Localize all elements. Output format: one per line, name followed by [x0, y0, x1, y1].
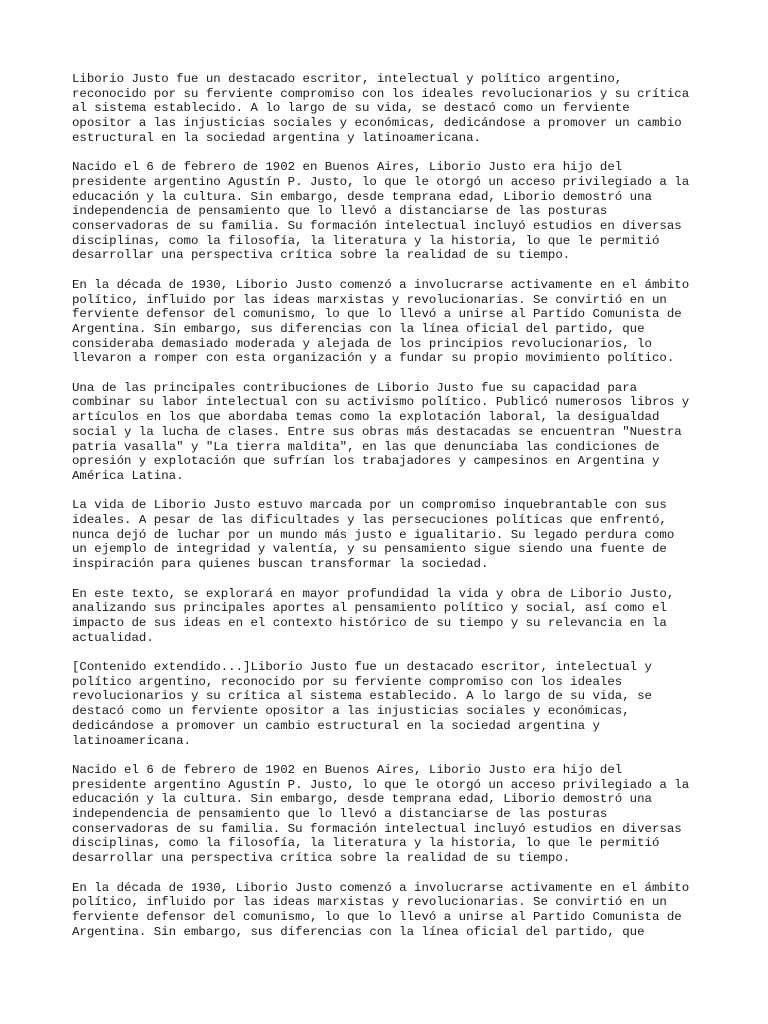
paragraph-8: Nacido el 6 de febrero de 1902 en Buenos Aires, Liborio Justo era hijo del presidente argentino Agustín P. Justo, lo que le otorgó un acceso privilegiado a la educación y la cultura. Sin embargo, desde temprana edad, Liborio demostró una independencia de pensamiento que lo llevó a distanciarse de las posturas conservadoras de su familia. Su formación intelectual incluyó estudios en diversas disciplinas, como la filosofía, la literatura y la historia, lo que le permitió desarrollar una perspectiva crítica sobre la realidad de su tiempo.	[72, 762, 690, 866]
paragraph-3: En la década de 1930, Liborio Justo comenzó a involucrarse activamente en el ámbito político, influido por las ideas marxistas y revolucionarias. Se convirtió en un ferviente defensor del comunismo, lo que lo llevó a unirse al Partido Comunista de Argentina. Sin embargo, sus diferencias con la línea oficial del partido, que consideraba demasiado moderada y alejada de los principios revolucionarios, lo llevaron a romper con esta organización y a fundar su propio movimiento político.	[72, 277, 690, 366]
paragraph-6: En este texto, se explorará en mayor profundidad la vida y obra de Liborio Justo, analizando sus principales aportes al pensamiento político y social, así como el impacto de sus ideas en el contexto histórico de su tiempo y su relevancia en la actualidad.	[72, 586, 675, 645]
paragraph-7: [Contenido extendido...]Liborio Justo fue un destacado escritor, intelectual y político argentino, reconocido por su ferviente compromiso con los ideales revolucionarios y su crítica al sistema establecido. A lo largo de su vida, se destacó como un ferviente opositor a las injusticias sociales y económicas, dedicándose a promover un cambio estructural en la sociedad argentina y latinoamericana.	[72, 660, 652, 748]
paragraph-2: Nacido el 6 de febrero de 1902 en Buenos Aires, Liborio Justo era hijo del presidente argentino Agustín P. Justo, lo que le otorgó un acceso privilegiado a la educación y la cultura. Sin embargo, desde temprana edad, Liborio demostró una independencia de pensamiento que lo llevó a distanciarse de las posturas conservadoras de su familia. Su formación intelectual incluyó estudios en diversas disciplinas, como la filosofía, la literatura y la historia, lo que le permitió desarrollar una perspectiva crítica sobre la realidad de su tiempo.	[72, 160, 690, 263]
paragraph-5: La vida de Liborio Justo estuvo marcada por un compromiso inquebrantable con sus ideales. A pesar de las dificultades y las persecuciones políticas que enfrentó, nunca dejó de luchar por un mundo más justo e igualitario. Su legado perdura como un ejemplo de integridad y valentía, y su pensamiento sigue siendo una fuente de inspiración para quienes buscan transformar la sociedad.	[72, 498, 675, 572]
paragraph-4: Una de las principales contribuciones de Liborio Justo fue su capacidad para combinar su labor intelectual con su activismo político. Publicó numerosos libros y artículos en los que abordaba temas como la explotación laboral, la desigualdad social y la lucha de clases. Entre sus obras más destacadas se encuentran "Nuestra patria vasalla" y "La tierra maldita", en las que denunciaba las condiciones de opresión y explotación que sufrían los trabajadores y campesinos en Argentina y América Latina.	[72, 380, 690, 483]
paragraph-9: En la década de 1930, Liborio Justo comenzó a involucrarse activamente en el ámbito político, influido por las ideas marxistas y revolucionarias. Se convirtió en un ferviente defensor del comunismo, lo que lo llevó a unirse al Partido Comunista de Argentina. Sin embargo, sus diferencias con la línea oficial del partido, que	[72, 880, 690, 939]
paragraph-1: Liborio Justo fue un destacado escritor, intelectual y político argentino, reconocido por su ferviente compromiso con los ideales revolucionarios y su crítica al sistema establecido. A lo largo de su vida, se destacó como un ferviente opositor a las injusticias sociales y económicas, dedicándose a promover un cambio estructural en la sociedad argentina y latinoamericana.	[72, 72, 690, 145]
document-body	[72, 72, 712, 954]
